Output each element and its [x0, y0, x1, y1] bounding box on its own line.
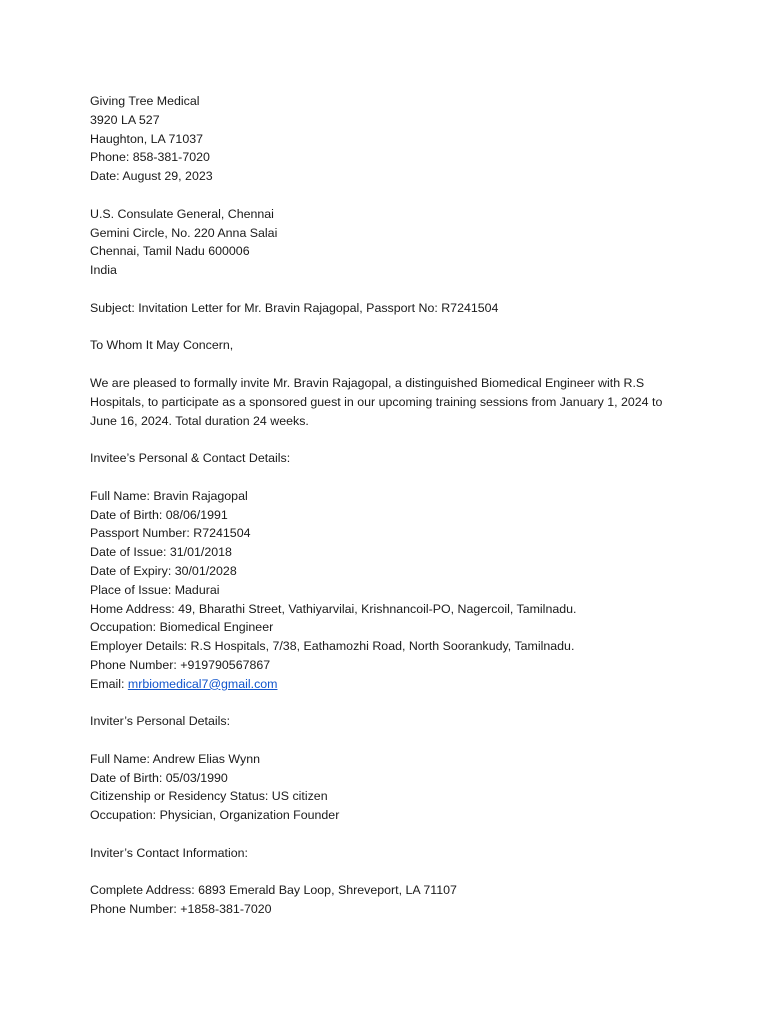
inviter-citizenship: Citizenship or Residency Status: US citizen [90, 789, 328, 804]
inviter-address: Complete Address: 6893 Emerald Bay Loop, Shreveport, LA 71107 [90, 883, 457, 898]
letter-date: Date: August 29, 2023 [90, 169, 213, 184]
invitee-dob: Date of Birth: 08/06/1991 [90, 507, 228, 522]
invitee-heading-block [90, 449, 690, 468]
invitee-phone: Phone Number: +919790567867 [90, 657, 271, 672]
intro-line: June 16, 2024. Total duration 24 weeks. [90, 413, 309, 428]
sender-street: 3920 LA 527 [90, 112, 160, 127]
intro-paragraph [90, 374, 690, 430]
invitation-letter [90, 92, 690, 938]
sender-address-block [90, 92, 690, 186]
inviter-dob: Date of Birth: 05/03/1990 [90, 770, 228, 785]
invitee-email-row [90, 675, 690, 694]
invitee-email-link[interactable]: mrbiomedical7@gmail.com [127, 676, 278, 691]
inviter-contact-heading: Inviter’s Contact Information: [90, 845, 248, 860]
invitee-passport: Passport Number: R7241504 [90, 526, 251, 541]
invitee-home-address: Home Address: 49, Bharathi Street, Vathiyarvilai, Krishnancoil-PO, Nagercoil, Tamilnadu. [90, 601, 577, 616]
subject-line [90, 299, 690, 318]
inviter-contact-heading-block [90, 844, 690, 863]
invitee-full-name: Full Name: Bravin Rajagopal [90, 488, 248, 503]
recipient-street: Gemini Circle, No. 220 Anna Salai [90, 225, 278, 240]
invitee-heading: Invitee’s Personal & Contact Details: [90, 451, 291, 466]
recipient-city: Chennai, Tamil Nadu 600006 [90, 244, 250, 259]
recipient-address-block [90, 205, 690, 280]
inviter-contact-details [90, 881, 690, 919]
inviter-phone: Phone Number: +1858-381-7020 [90, 902, 272, 917]
invitee-place-of-issue: Place of Issue: Madurai [90, 582, 220, 597]
recipient-name: U.S. Consulate General, Chennai [90, 206, 274, 221]
sender-name: Giving Tree Medical [90, 94, 200, 108]
inviter-occupation: Occupation: Physician, Organization Founder [90, 808, 340, 823]
inviter-personal-heading-block [90, 712, 690, 731]
salutation [90, 336, 690, 355]
inviter-personal-heading: Inviter’s Personal Details: [90, 714, 231, 729]
invitee-expiry-date: Date of Expiry: 30/01/2028 [90, 563, 237, 578]
inviter-full-name: Full Name: Andrew Elias Wynn [90, 751, 260, 766]
invitee-details [90, 487, 690, 694]
intro-line: We are pleased to formally invite Mr. Bravin Rajagopal, a distinguished Biomedical Engineer with R.S [90, 375, 645, 390]
invitee-issue-date: Date of Issue: 31/01/2018 [90, 545, 232, 560]
invitee-occupation: Occupation: Biomedical Engineer [90, 620, 274, 635]
sender-phone: Phone: 858-381-7020 [90, 150, 210, 165]
recipient-country: India [90, 263, 117, 278]
intro-line: Hospitals, to participate as a sponsored guest in our upcoming training sessions from January 1, 2024 to [90, 394, 663, 409]
subject-text: Subject: Invitation Letter for Mr. Bravin Rajagopal, Passport No: R7241504 [90, 300, 499, 315]
salutation-text: To Whom It May Concern, [90, 338, 234, 353]
inviter-personal-details [90, 750, 690, 825]
sender-city: Haughton, LA 71037 [90, 131, 203, 146]
invitee-email-label: Email: [90, 676, 128, 691]
invitee-employer: Employer Details: R.S Hospitals, 7/38, Eathamozhi Road, North Soorankudy, Tamilnadu. [90, 639, 575, 654]
